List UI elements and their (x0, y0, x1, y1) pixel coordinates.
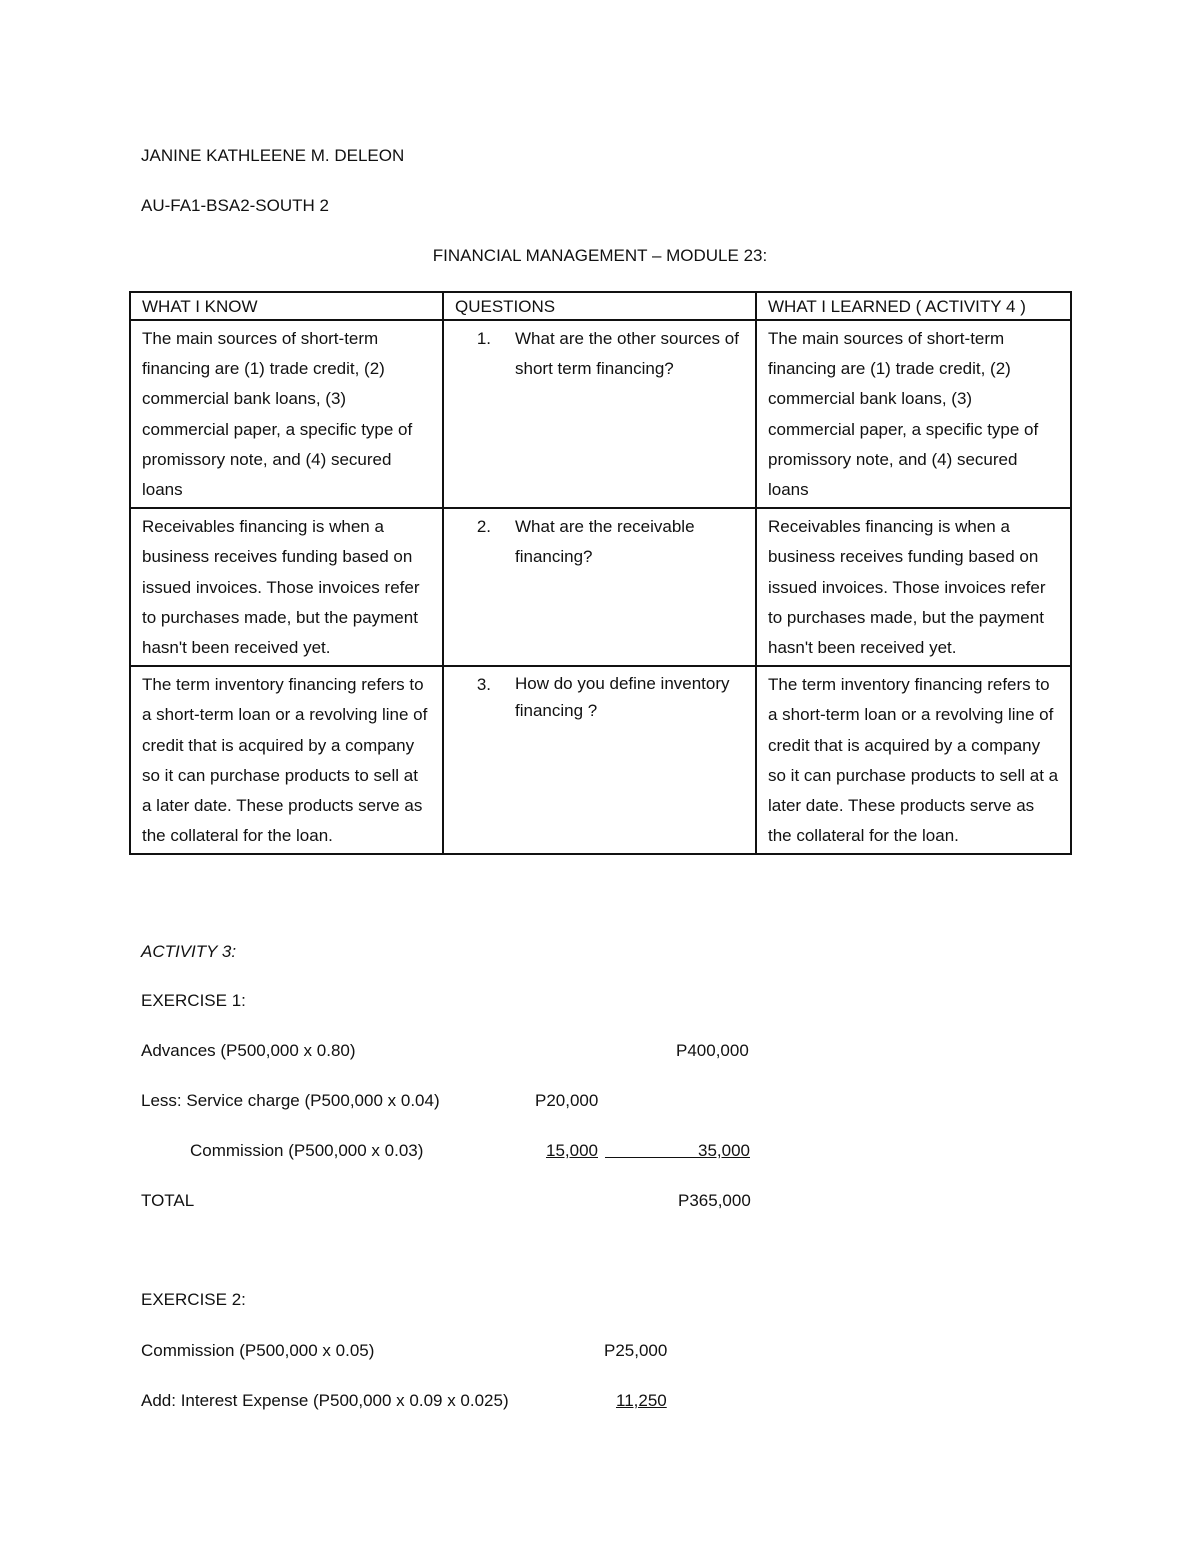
ex2-commission-amount: P25,000 (604, 1341, 668, 1360)
student-section: AU-FA1-BSA2-SOUTH 2 (141, 196, 329, 215)
activity-3-title: ACTIVITY 3: (141, 942, 237, 961)
commission-label: Commission (P500,000 x 0.03) (190, 1141, 424, 1160)
question-number: 3. (476, 675, 491, 695)
header-questions: QUESTIONS (443, 292, 756, 320)
question-text: What are the other sources of short term financing? (515, 329, 739, 379)
exercise-2-title: EXERCISE 2: (141, 1290, 246, 1309)
service-charge-label: Less: Service charge (P500,000 x 0.04) (141, 1091, 440, 1110)
question-text: What are the receivable financing? (515, 517, 695, 567)
commission-amount: 15,000 (546, 1141, 598, 1160)
question-cell (443, 508, 756, 666)
advances-amount: P400,000 (676, 1041, 749, 1060)
interest-expense-label: Add: Interest Expense (P500,000 x 0.09 x 0.025) (141, 1391, 509, 1410)
advances-label: Advances (P500,000 x 0.80) (141, 1041, 356, 1060)
know-cell: The term inventory financing refers to a short-term loan or a revolving line of credit that is acquired by a company so it can purchase products to sell at a later date. These products serve as the collateral for the loan. (130, 666, 443, 854)
exercise-1-title: EXERCISE 1: (141, 991, 246, 1010)
header-what-i-know: WHAT I KNOW (130, 292, 443, 320)
learned-cell: The main sources of short-term financing are (1) trade credit, (2) commercial bank loans, (3) commercial paper, a specific type of promissory note, and (4) secured loans (756, 320, 1071, 508)
interest-expense-amount: 11,250 (616, 1391, 667, 1410)
service-charge-amount: P20,000 (535, 1091, 599, 1110)
module-table (129, 291, 1072, 855)
learned-cell: The term inventory financing refers to a short-term loan or a revolving line of credit that is acquired by a company so it can purchase products to sell at a later date. These products serve as the collateral for the loan. (756, 666, 1071, 854)
total-label: TOTAL (141, 1191, 195, 1210)
question-number: 2. (476, 517, 491, 537)
table-row (130, 666, 1071, 854)
learned-cell: Receivables financing is when a business receives funding based on issued invoices. Those invoices refer to purchases made, but the payment hasn't been received yet. (756, 508, 1071, 666)
know-cell: Receivables financing is when a business receives funding based on issued invoices. Those invoices refer to purchases made, but the payment hasn't been received yet. (130, 508, 443, 666)
commission-total: 35,000 (698, 1141, 750, 1160)
document-title: FINANCIAL MANAGEMENT – MODULE 23: (432, 246, 768, 265)
know-cell: The main sources of short-term financing are (1) trade credit, (2) commercial bank loans, (3) commercial paper, a specific type of promissory note, and (4) secured loans (130, 320, 443, 508)
ex2-commission-label: Commission (P500,000 x 0.05) (141, 1341, 375, 1360)
table-header-row (130, 292, 1071, 320)
student-name: JANINE KATHLEENE M. DELEON (141, 146, 405, 165)
question-text: How do you define inventory financing ? (515, 674, 730, 721)
table-row (130, 508, 1071, 666)
underline-rule (605, 1157, 698, 1158)
question-cell (443, 666, 756, 854)
total-amount: P365,000 (678, 1191, 751, 1210)
question-number: 1. (476, 329, 491, 348)
header-what-i-learned: WHAT I LEARNED ( ACTIVITY 4 ) (756, 292, 1071, 320)
table-row (130, 320, 1071, 508)
question-cell (443, 320, 756, 508)
